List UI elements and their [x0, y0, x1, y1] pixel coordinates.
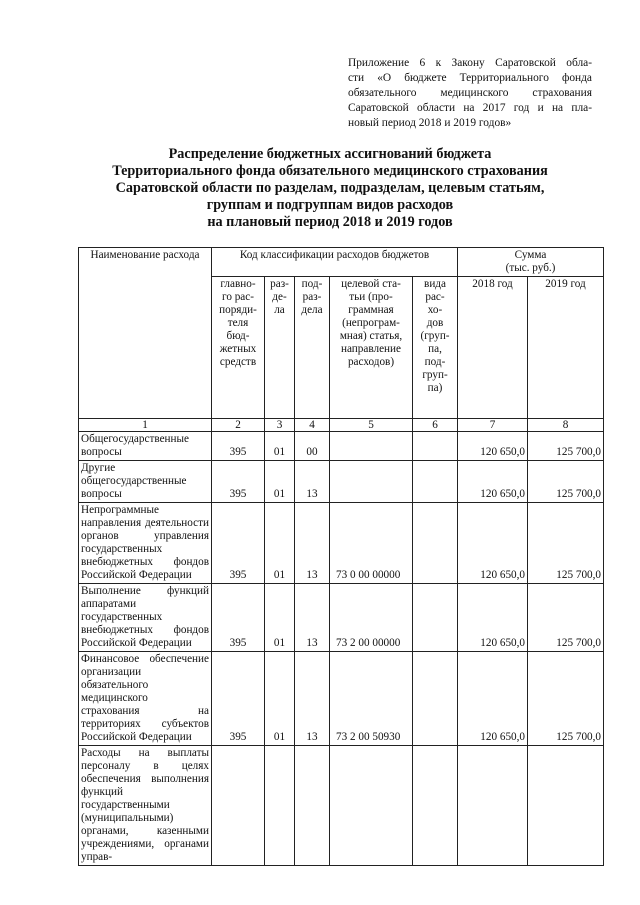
row-admin-code	[212, 746, 265, 866]
row-type-code	[413, 432, 458, 461]
col-number: 6	[413, 419, 458, 432]
row-target-code	[330, 432, 413, 461]
title-line: группам и подгруппам видов расходов	[206, 197, 454, 213]
header-type: вида рас- хо- дов (груп- па, под- груп- па)	[413, 277, 458, 419]
row-target-code: 73 0 00 00000	[330, 503, 413, 584]
table-row	[79, 461, 604, 503]
row-name: Непрограммные направления деятельности органов управления государственных внебюджетных фондов Российской Федерации	[79, 503, 212, 584]
col-number: 7	[458, 419, 528, 432]
row-amount-2019: 125 700,0	[528, 584, 604, 652]
row-type-code	[413, 461, 458, 503]
header-admin: главно- го рас- поряди- теля бюд- жетных средств	[212, 277, 265, 419]
row-amount-2018: 120 650,0	[458, 652, 528, 746]
row-amount-2018: 120 650,0	[458, 461, 528, 503]
table-row	[79, 746, 604, 866]
row-type-code	[413, 746, 458, 866]
header-sum: Сумма (тыс. руб.)	[458, 248, 604, 277]
header-name: Наименование расхода	[79, 248, 212, 419]
appendix-line: новый период 2018 и 2019 годов»	[348, 117, 512, 129]
header-section: раз- де- ла	[265, 277, 295, 419]
row-amount-2018	[458, 746, 528, 866]
header-2018: 2018 год	[458, 277, 528, 419]
row-name: Другие общегосударственные вопросы	[79, 461, 212, 503]
header-subsection: под- раз- дела	[295, 277, 330, 419]
row-amount-2018: 120 650,0	[458, 503, 528, 584]
col-number: 2	[212, 419, 265, 432]
row-name: Расходы на выплаты персоналу в целях обеспечения выполнения функций государственными (муниципальными) органами, казенными учреждениями, органами управ-	[79, 746, 212, 866]
row-target-code	[330, 461, 413, 503]
row-subsection-code: 00	[295, 432, 330, 461]
row-subsection-code	[295, 746, 330, 866]
row-name: Выполнение функций аппаратами государственных внебюджетных фондов Российской Федерации	[79, 584, 212, 652]
row-section-code: 01	[265, 652, 295, 746]
header-2019: 2019 год	[528, 277, 604, 419]
table-row	[79, 432, 604, 461]
row-amount-2018: 120 650,0	[458, 432, 528, 461]
row-admin-code: 395	[212, 461, 265, 503]
row-section-code: 01	[265, 584, 295, 652]
row-section-code	[265, 746, 295, 866]
row-type-code	[413, 652, 458, 746]
document-title	[60, 146, 600, 231]
row-admin-code: 395	[212, 503, 265, 584]
row-admin-code: 395	[212, 652, 265, 746]
header-codes: Код классификации расходов бюджетов	[212, 248, 458, 277]
title-line: Саратовской области по разделам, подразделам, целевым статьям,	[115, 180, 545, 196]
row-target-code: 73 2 00 50930	[330, 652, 413, 746]
row-amount-2019: 125 700,0	[528, 461, 604, 503]
row-target-code: 73 2 00 00000	[330, 584, 413, 652]
row-subsection-code: 13	[295, 652, 330, 746]
row-type-code	[413, 503, 458, 584]
title-line: на плановый период 2018 и 2019 годов	[207, 214, 453, 230]
column-number-row	[79, 419, 604, 432]
header-target: целевой ста- тьи (про- граммная (непрограм- мная) статья, направление расходов)	[330, 277, 413, 419]
appendix-note	[348, 56, 592, 131]
row-type-code	[413, 584, 458, 652]
row-name: Финансовое обеспечение организации обязательного медицинского страхования на территориях субъектов Российской Федерации	[79, 652, 212, 746]
row-section-code: 01	[265, 432, 295, 461]
table-row	[79, 503, 604, 584]
table-row	[79, 584, 604, 652]
appendix-line: Саратовской области на 2017 год и на пла-	[348, 102, 592, 114]
row-amount-2019: 125 700,0	[528, 432, 604, 461]
budget-table	[78, 247, 604, 866]
col-number: 4	[295, 419, 330, 432]
col-number: 8	[528, 419, 604, 432]
row-section-code: 01	[265, 503, 295, 584]
table-row	[79, 652, 604, 746]
appendix-line: обязательного медицинского страхования	[348, 87, 592, 99]
row-subsection-code: 13	[295, 584, 330, 652]
row-subsection-code: 13	[295, 503, 330, 584]
appendix-line: Приложение 6 к Закону Саратовской обла-	[348, 57, 592, 69]
row-amount-2019	[528, 746, 604, 866]
header-row	[79, 248, 604, 277]
col-number: 3	[265, 419, 295, 432]
row-name: Общегосударственные вопросы	[79, 432, 212, 461]
title-line: Территориального фонда обязательного медицинского страхования	[112, 163, 548, 179]
row-amount-2019: 125 700,0	[528, 503, 604, 584]
col-number: 5	[330, 419, 413, 432]
title-line: Распределение бюджетных ассигнований бюджета	[168, 146, 492, 162]
row-target-code	[330, 746, 413, 866]
row-amount-2019: 125 700,0	[528, 652, 604, 746]
row-section-code: 01	[265, 461, 295, 503]
appendix-line: сти «О бюджете Территориального фонда	[348, 72, 592, 84]
row-admin-code: 395	[212, 584, 265, 652]
row-admin-code: 395	[212, 432, 265, 461]
row-subsection-code: 13	[295, 461, 330, 503]
col-number: 1	[79, 419, 212, 432]
row-amount-2018: 120 650,0	[458, 584, 528, 652]
